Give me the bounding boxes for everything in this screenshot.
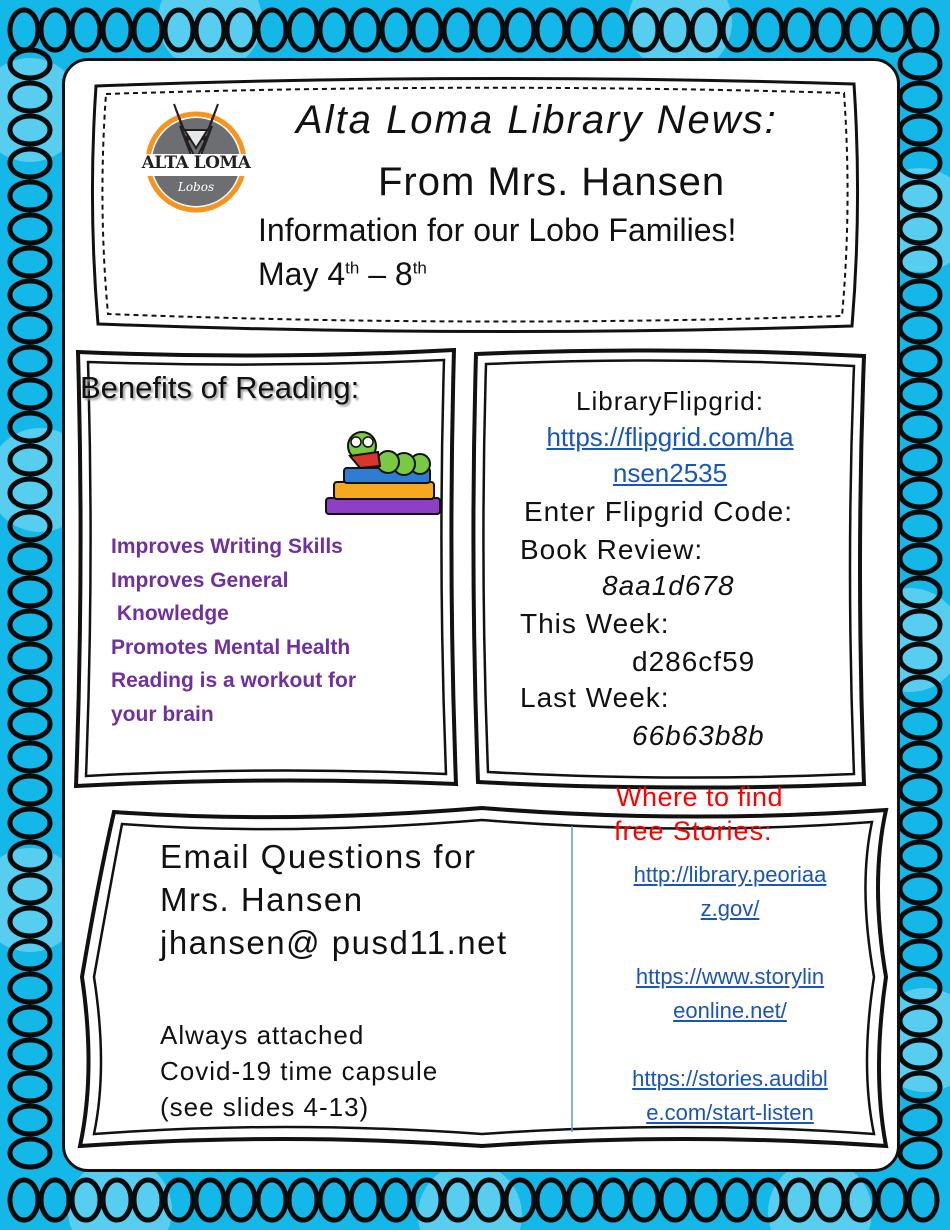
border-ring — [900, 479, 940, 507]
benefits-box — [70, 346, 462, 790]
border-ring — [10, 380, 50, 408]
border-ring — [537, 1180, 565, 1220]
border-ring — [10, 644, 50, 672]
border-ring — [900, 83, 940, 111]
border-ring — [10, 1180, 38, 1220]
border-ring — [258, 1180, 286, 1220]
border-ring — [10, 776, 50, 804]
border-ring — [320, 1180, 348, 1220]
border-ring — [568, 10, 596, 50]
benefit-item: your brain — [111, 702, 214, 726]
border-ring — [900, 1106, 940, 1134]
date-start: May 4 — [258, 256, 346, 292]
story-link-peoria-cont[interactable]: z.gov/ — [700, 896, 760, 921]
border-ring — [900, 1139, 940, 1167]
border-ring — [382, 10, 410, 50]
border-ring — [134, 10, 162, 50]
border-ring — [785, 10, 813, 50]
contact-box — [74, 782, 890, 1152]
border-ring — [599, 10, 627, 50]
border-ring — [41, 10, 69, 50]
benefit-item: Knowledge — [111, 602, 229, 625]
date-range — [258, 256, 427, 293]
border-ring — [878, 10, 906, 50]
border-ring — [10, 1007, 50, 1035]
border-ring — [900, 413, 940, 441]
benefits-list — [111, 530, 356, 731]
border-ring — [41, 1180, 69, 1220]
header-box — [90, 76, 860, 334]
story-link-storyline-cont[interactable]: eonline.net/ — [673, 998, 787, 1023]
border-ring — [506, 10, 534, 50]
newsletter-title: Alta Loma Library News: — [296, 98, 778, 142]
border-ring — [816, 10, 844, 50]
email-questions-line: Email Questions for — [160, 838, 477, 875]
date-start-suffix: th — [345, 258, 360, 278]
border-ring — [661, 1180, 689, 1220]
flipgrid-link[interactable]: https://flipgrid.com/ha — [546, 422, 794, 452]
border-ring — [754, 10, 782, 50]
benefit-item: Improves Writing Skills — [111, 535, 343, 558]
info-line: Information for our Lobo Families! — [258, 212, 737, 248]
border-ring — [103, 10, 131, 50]
border-ring — [10, 809, 50, 837]
border-ring — [900, 743, 940, 771]
logo-top-text: ALTA LOMA — [141, 153, 251, 173]
border-ring — [900, 512, 940, 540]
bookworm-icon — [320, 424, 445, 520]
date-dash: – 8 — [359, 256, 413, 292]
benefits-title: Benefits of Reading: — [80, 370, 360, 405]
border-ring — [723, 1180, 751, 1220]
border-ring — [900, 50, 940, 78]
benefit-item: Promotes Mental Health — [111, 635, 351, 659]
border-ring — [10, 314, 50, 342]
border-ring — [847, 10, 875, 50]
date-end-suffix: th — [412, 258, 427, 278]
border-ring — [289, 10, 317, 50]
border-ring — [909, 1180, 937, 1220]
flipgrid-box — [470, 346, 870, 790]
this-week-code: d286cf59 — [632, 646, 756, 677]
border-ring — [351, 10, 379, 50]
flipgrid-link-cont[interactable]: nsen2535 — [612, 458, 728, 488]
border-ring — [10, 1073, 50, 1101]
border-ring — [10, 974, 50, 1002]
border-ring — [900, 710, 940, 738]
border-ring — [10, 1040, 50, 1068]
border-ring — [72, 10, 100, 50]
story-link-audible-cont[interactable]: e.com/start-listen — [646, 1100, 814, 1125]
story-link-storyline[interactable]: https://www.storylin — [635, 964, 825, 989]
border-ring — [537, 10, 565, 50]
border-ring — [900, 545, 940, 573]
stories-title: Where to find — [616, 782, 784, 812]
this-week-label: This Week: — [520, 608, 670, 639]
border-ring — [227, 1180, 255, 1220]
border-ring — [900, 347, 940, 375]
border-ring — [475, 10, 503, 50]
last-week-label: Last Week: — [520, 682, 670, 713]
border-ring — [10, 215, 50, 243]
book-review-label: Book Review: — [520, 534, 704, 565]
border-ring — [909, 10, 937, 50]
border-ring — [444, 10, 472, 50]
border-ring — [10, 10, 38, 50]
border-ring — [630, 1180, 658, 1220]
last-week-code: 66b63b8b — [632, 720, 765, 751]
border-ring — [10, 281, 50, 309]
border-ring — [10, 248, 50, 276]
border-ring — [10, 743, 50, 771]
benefit-item: Reading is a workout for — [111, 669, 357, 692]
story-link-audible[interactable]: https://stories.audibl — [632, 1066, 828, 1091]
border-ring — [900, 908, 940, 936]
border-ring — [10, 1139, 50, 1167]
border-ring — [258, 10, 286, 50]
border-ring — [10, 611, 50, 639]
story-link-peoria[interactable]: http://library.peoriaa — [633, 862, 827, 887]
slides-note: (see slides 4-13) — [160, 1092, 370, 1122]
border-ring — [10, 578, 50, 606]
stories-title-cont: free Stories: — [614, 816, 773, 846]
border-ring — [10, 182, 50, 210]
border-ring — [900, 446, 940, 474]
border-ring — [10, 347, 50, 375]
logo-bottom-text: Lobos — [177, 180, 215, 194]
border-ring — [196, 1180, 224, 1220]
email-address[interactable]: jhansen@ pusd11.net — [160, 924, 508, 961]
border-ring — [900, 875, 940, 903]
newsletter-subtitle: From Mrs. Hansen — [378, 160, 726, 204]
border-ring — [568, 1180, 596, 1220]
border-ring — [10, 1106, 50, 1134]
book-review-code: 8aa1d678 — [602, 570, 735, 601]
border-ring — [351, 1180, 379, 1220]
border-ring — [10, 677, 50, 705]
flipgrid-label: LibraryFlipgrid: — [576, 386, 764, 416]
border-ring — [900, 281, 940, 309]
border-ring — [413, 10, 441, 50]
border-ring — [382, 1180, 410, 1220]
border-ring — [10, 710, 50, 738]
border-ring — [900, 776, 940, 804]
border-ring — [900, 314, 940, 342]
border-ring — [900, 380, 940, 408]
attached-note: Always attached — [160, 1020, 365, 1050]
border-ring — [320, 10, 348, 50]
border-ring — [900, 116, 940, 144]
border-ring — [900, 809, 940, 837]
border-ring — [599, 1180, 627, 1220]
email-name-line: Mrs. Hansen — [160, 881, 364, 918]
border-ring — [878, 1180, 906, 1220]
time-capsule-note: Covid-19 time capsule — [160, 1056, 439, 1086]
border-ring — [289, 1180, 317, 1220]
benefit-item: Improves General — [111, 568, 289, 592]
enter-code-label: Enter Flipgrid Code: — [524, 496, 794, 527]
border-ring — [900, 941, 940, 969]
border-ring — [692, 1180, 720, 1220]
border-ring — [10, 545, 50, 573]
border-ring — [900, 842, 940, 870]
